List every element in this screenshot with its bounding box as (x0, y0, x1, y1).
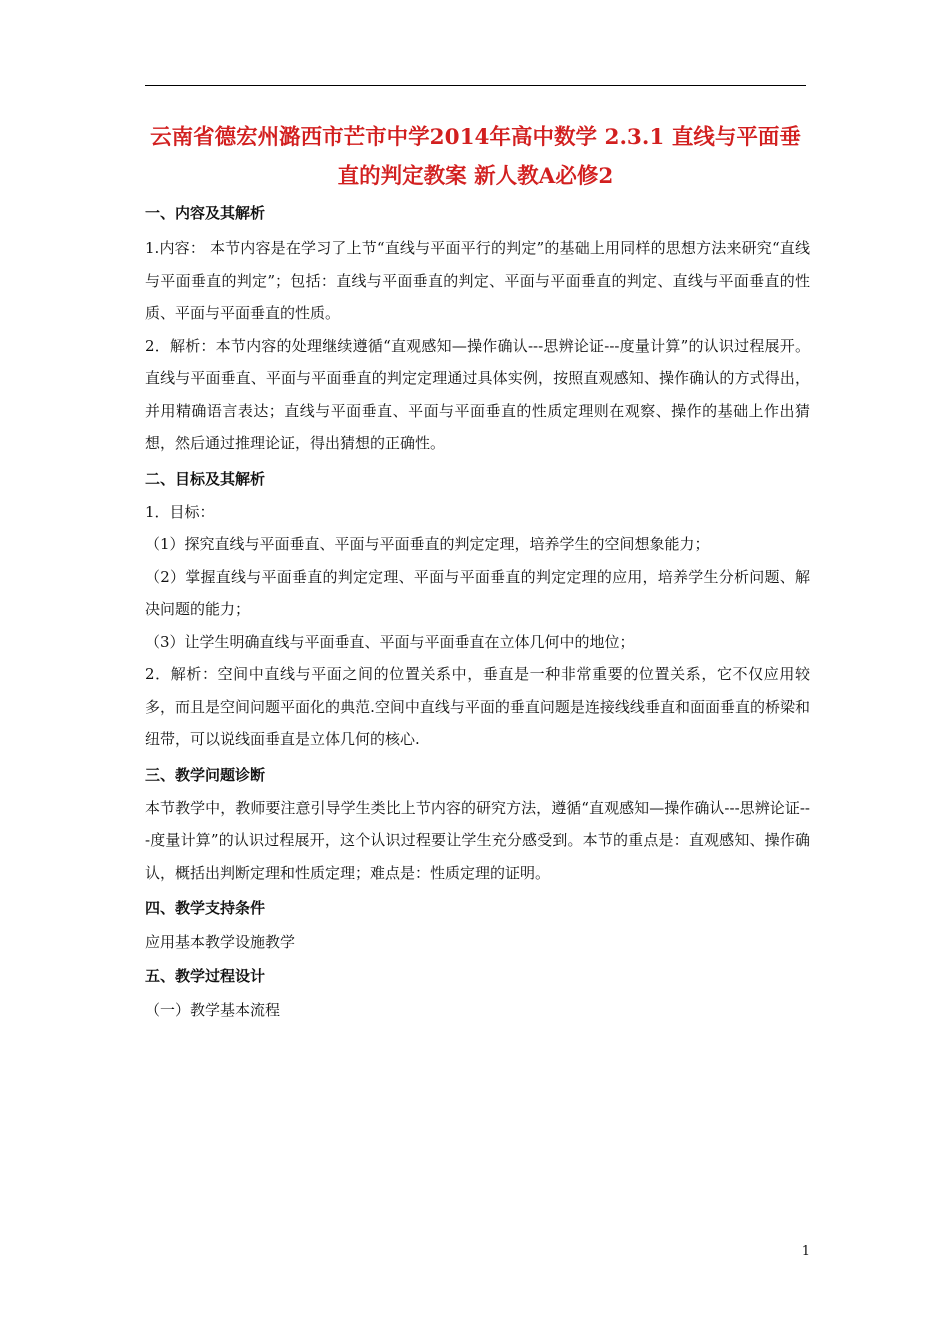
paragraph: 2．解析：本节内容的处理继续遵循“直观感知—操作确认---思辨论证---度量计算”的认识过程展开。直线与平面垂直、平面与平面垂直的判定定理通过具体实例，按照直观感知、操作确认的方式得出，并用精确语言表达；直线与平面垂直、平面与平面垂直的性质定理则在观察、操作的基础上作出猜想，然后通过推理论证，得出猜想的正确性。 (145, 336, 810, 452)
section-problem-diagnosis (145, 760, 810, 890)
paragraph: （1）探究直线与平面垂直、平面与平面垂直的判定定理，培养学生的空间想象能力； (145, 535, 710, 553)
section-process-design (145, 961, 810, 1025)
section-heading: 一、内容及其解析 (145, 204, 266, 222)
section-content-analysis (145, 198, 810, 460)
section-support-conditions (145, 893, 810, 957)
paragraph: （3）让学生明确直线与平面垂直、平面与平面垂直在立体几何中的地位； (145, 632, 635, 651)
header-rule (145, 85, 806, 86)
paragraph: （一）教学基本流程 (145, 1001, 281, 1019)
section-heading: 四、教学支持条件 (145, 899, 266, 917)
paragraph: 应用基本教学设施教学 (145, 933, 296, 951)
section-goals-analysis (145, 464, 810, 756)
section-heading: 三、教学问题诊断 (145, 765, 266, 784)
page-number: 1 (801, 1244, 810, 1259)
document-body (145, 198, 810, 1025)
paragraph: 1．目标： (145, 502, 215, 521)
section-heading: 五、教学过程设计 (145, 967, 266, 985)
paragraph: 本节教学中，教师要注意引导学生类比上节内容的研究方法，遵循“直观感知—操作确认---思辨论证---度量计算”的认识过程展开，这个认识过程要让学生充分感受到。本节的重点是：直观感知、操作确认，概括出判断定理和性质定理；难点是：性质定理的证明。 (145, 798, 810, 882)
paragraph: 1.内容： 本节内容是在学习了上节“直线与平面平行的判定”的基础上用同样的思想方法来研究“直线与平面垂直的判定”；包括：直线与平面垂直的判定、平面与平面垂直的判定、直线与平面垂直的性质、平面与平面垂直的性质。 (145, 239, 810, 322)
section-heading: 二、目标及其解析 (145, 469, 266, 488)
paragraph: （2）掌握直线与平面垂直的判定定理、平面与平面垂直的判定定理的应用，培养学生分析问题、解决问题的能力； (145, 567, 810, 618)
document-title: 云南省德宏州潞西市芒市中学2014年高中数学 2.3.1 直线与平面垂直的判定教案 新人教A必修2 (150, 125, 801, 189)
paragraph: 2．解析：空间中直线与平面之间的位置关系中，垂直是一种非常重要的位置关系，它不仅应用较多，而且是空间问题平面化的典范.空间中直线与平面的垂直问题是连接线线垂直和面面垂直的桥梁和纽带，可以说线面垂直是立体几何的核心. (145, 665, 810, 748)
